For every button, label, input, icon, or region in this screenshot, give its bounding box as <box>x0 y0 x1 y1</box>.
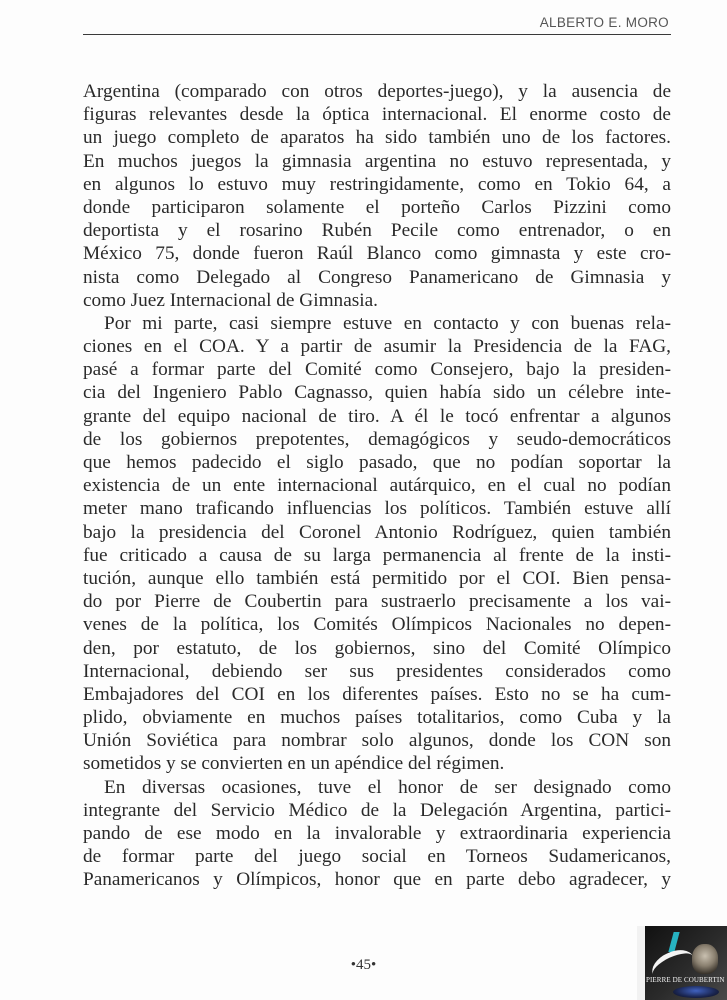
text-line: bajo la presidencia del Coronel Antonio Rodríguez, quien también <box>83 521 671 543</box>
text-line: den, por estatuto, de los gobiernos, sino del Comité Olímpico <box>83 637 671 659</box>
text-line: de formar parte del juego social en Torneos Sudamericanos, <box>83 846 671 868</box>
text-line: En diversas ocasiones, tuve el honor de ser designado como <box>104 776 671 798</box>
text-line: donde participaron solamente el porteño Carlos Pizzini como <box>83 196 671 218</box>
logo-base-icon <box>673 986 719 998</box>
text-line: como Juez Internacional de Gimnasia. <box>83 289 378 311</box>
running-head-author: ALBERTO E. MORO <box>539 15 669 30</box>
text-line: deportista y el rosarino Rubén Pecile como entrenador, o en <box>83 220 671 242</box>
text-line: plido, obviamente en muchos países totalitarios, como Cuba y la <box>83 707 671 729</box>
text-line: México 75, donde fueron Raúl Blanco como gimnasta y este cro- <box>83 243 671 265</box>
body-text <box>83 80 671 892</box>
text-line: Argentina (comparado con otros deportes-juego), y la ausencia de <box>83 81 671 102</box>
text-line: en algunos lo estuvo muy restringidamente, como en Tokio 64, a <box>83 173 671 195</box>
text-line: Internacional, debiendo ser sus presidentes considerados como <box>83 660 671 682</box>
text-line: Por mi parte, casi siempre estuve en contacto y con buenas rela- <box>104 312 671 334</box>
text-line: grante del equipo nacional de tiro. A él le tocó enfrentar a algunos <box>83 405 671 427</box>
text-line: Panamericanos y Olímpicos, honor que en parte debo agradecer, y <box>83 869 671 891</box>
page-number: •45• <box>350 957 377 973</box>
paragraph-1 <box>83 80 671 312</box>
text-line: pasé a formar parte del Comité como Consejero, bajo la presiden- <box>83 359 671 381</box>
paragraph-3 <box>83 776 671 892</box>
text-line: nista como Delegado al Congreso Panamericano de Gimnasia y <box>83 266 671 288</box>
paragraph-2 <box>83 312 671 776</box>
text-line: cia del Ingeniero Pablo Cagnasso, quien había sido un célebre inte- <box>83 382 671 404</box>
text-line: existencia de un ente internacional autárquico, en el cual no podían <box>83 475 671 497</box>
text-line: que hemos padecido el siglo pasado, que no podían soportar la <box>83 452 671 473</box>
text-line: meter mano traficando influencias los políticos. También estuve allí <box>83 498 671 520</box>
text-line: ciones en el COA. Y a partir de asumir la Presidencia de la FAG, <box>83 336 671 358</box>
logo-label: PIERRE DE COUBERTIN <box>646 976 725 984</box>
text-line: En muchos juegos la gimnasia argentina no estuvo representada, y <box>83 150 671 172</box>
text-line: Embajadores del COI en los diferentes países. Esto no se ha cum- <box>83 683 671 705</box>
pierre-de-coubertin-logo <box>637 926 727 1000</box>
text-line: integrante del Servicio Médico de la Delegación Argentina, partici- <box>83 799 671 821</box>
text-line: un juego completo de aparatos ha sido también uno de los factores. <box>83 127 671 149</box>
text-line: do por Pierre de Coubertin para sustraerlo precisamente a los vai- <box>83 591 671 613</box>
text-line: de los gobiernos prepotentes, demagógicos y seudo-democráticos <box>83 428 671 450</box>
text-line: pando de ese modo en la invalorable y extraordinaria experiencia <box>83 823 671 844</box>
running-head <box>83 14 671 35</box>
text-line: fue criticado a causa de su larga permanencia al frente de la insti- <box>83 544 671 566</box>
coubertin-portrait-icon <box>692 944 718 974</box>
text-line: venes de la política, los Comités Olímpicos Nacionales no depen- <box>83 614 671 636</box>
text-line: sometidos y se convierten en un apéndice del régimen. <box>83 753 505 775</box>
text-line: Unión Soviética para nombrar solo algunos, donde los CON son <box>83 730 671 752</box>
text-line: tución, aunque ello también está permitido por el COI. Bien pensa- <box>83 567 671 589</box>
text-line: figuras relevantes desde la óptica internacional. El enorme costo de <box>83 104 671 126</box>
